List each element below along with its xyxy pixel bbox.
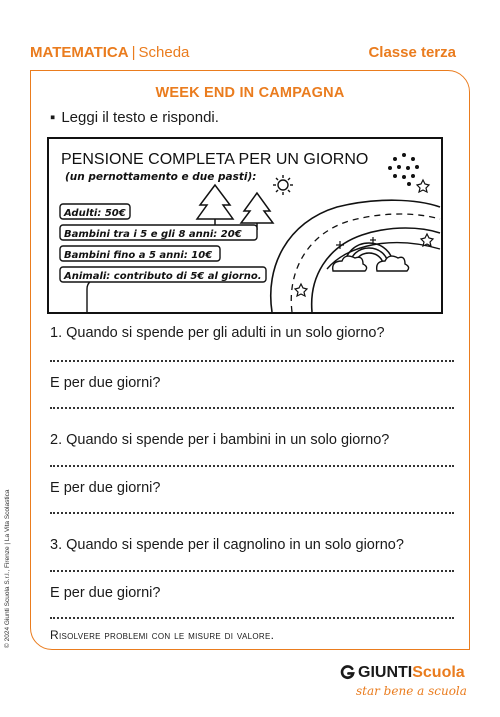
bullet-icon: ▪: [50, 109, 56, 126]
price-children-under-5: Bambini fino a 5 anni: 10€: [64, 250, 213, 261]
price-children-5-8: Bambini tra i 5 e gli 8 anni: 20€: [64, 229, 242, 240]
answer-line[interactable]: [50, 570, 454, 572]
price-adults: Adulti: 50€: [64, 208, 126, 219]
question-1b: E per due giorni?: [50, 375, 161, 391]
question-2b: E per due giorni?: [50, 480, 161, 496]
subject-name: MATEMATICA: [30, 44, 129, 61]
illustration-subheading: (un pernottamento e due pasti):: [65, 171, 257, 183]
page-header: [0, 44, 500, 64]
copyright-text: © 2024 Giunti Scuola S.r.l., Firenze | La Vita Scolastica: [4, 489, 11, 648]
answer-line[interactable]: [50, 512, 454, 514]
question-2: 2. Quando si spende per i bambini in un solo giorno?: [50, 432, 390, 448]
logo-tagline: star bene a scuola: [356, 684, 467, 698]
question-3b: E per due giorni?: [50, 585, 161, 601]
logo-accent-text: Scuola: [412, 664, 465, 681]
learning-objective: Risolvere problemi con le misure di valore.: [50, 628, 275, 642]
price-animals: Animali: contributo di 5€ al giorno.: [64, 271, 262, 282]
header-separator: |: [131, 44, 136, 61]
logo-wordmark: [358, 664, 465, 682]
answer-line[interactable]: [50, 360, 454, 362]
question-1: 1. Quando si spende per gli adulti in un solo giorno?: [50, 325, 385, 341]
answer-line[interactable]: [50, 407, 454, 409]
publisher-logo: [340, 664, 470, 708]
subject-label: [30, 44, 189, 61]
answer-line[interactable]: [50, 465, 454, 467]
giunti-logo-icon: [340, 665, 355, 680]
sun-icon: [273, 175, 293, 195]
logo-main-text: GIUNTI: [358, 664, 413, 681]
answer-line[interactable]: [50, 617, 454, 619]
illustration-heading: PENSIONE COMPLETA PER UN GIORNO: [61, 151, 369, 168]
instruction: [50, 109, 219, 126]
sheet-label: Scheda: [138, 44, 190, 61]
instruction-text: Leggi il testo e rispondi.: [61, 109, 219, 126]
question-3: 3. Quando si spende per il cagnolino in un solo giorno?: [50, 537, 404, 553]
worksheet-title: WEEK END IN CAMPAGNA: [155, 85, 345, 101]
price-illustration: [47, 137, 443, 317]
grade-label: Classe terza: [368, 44, 456, 61]
